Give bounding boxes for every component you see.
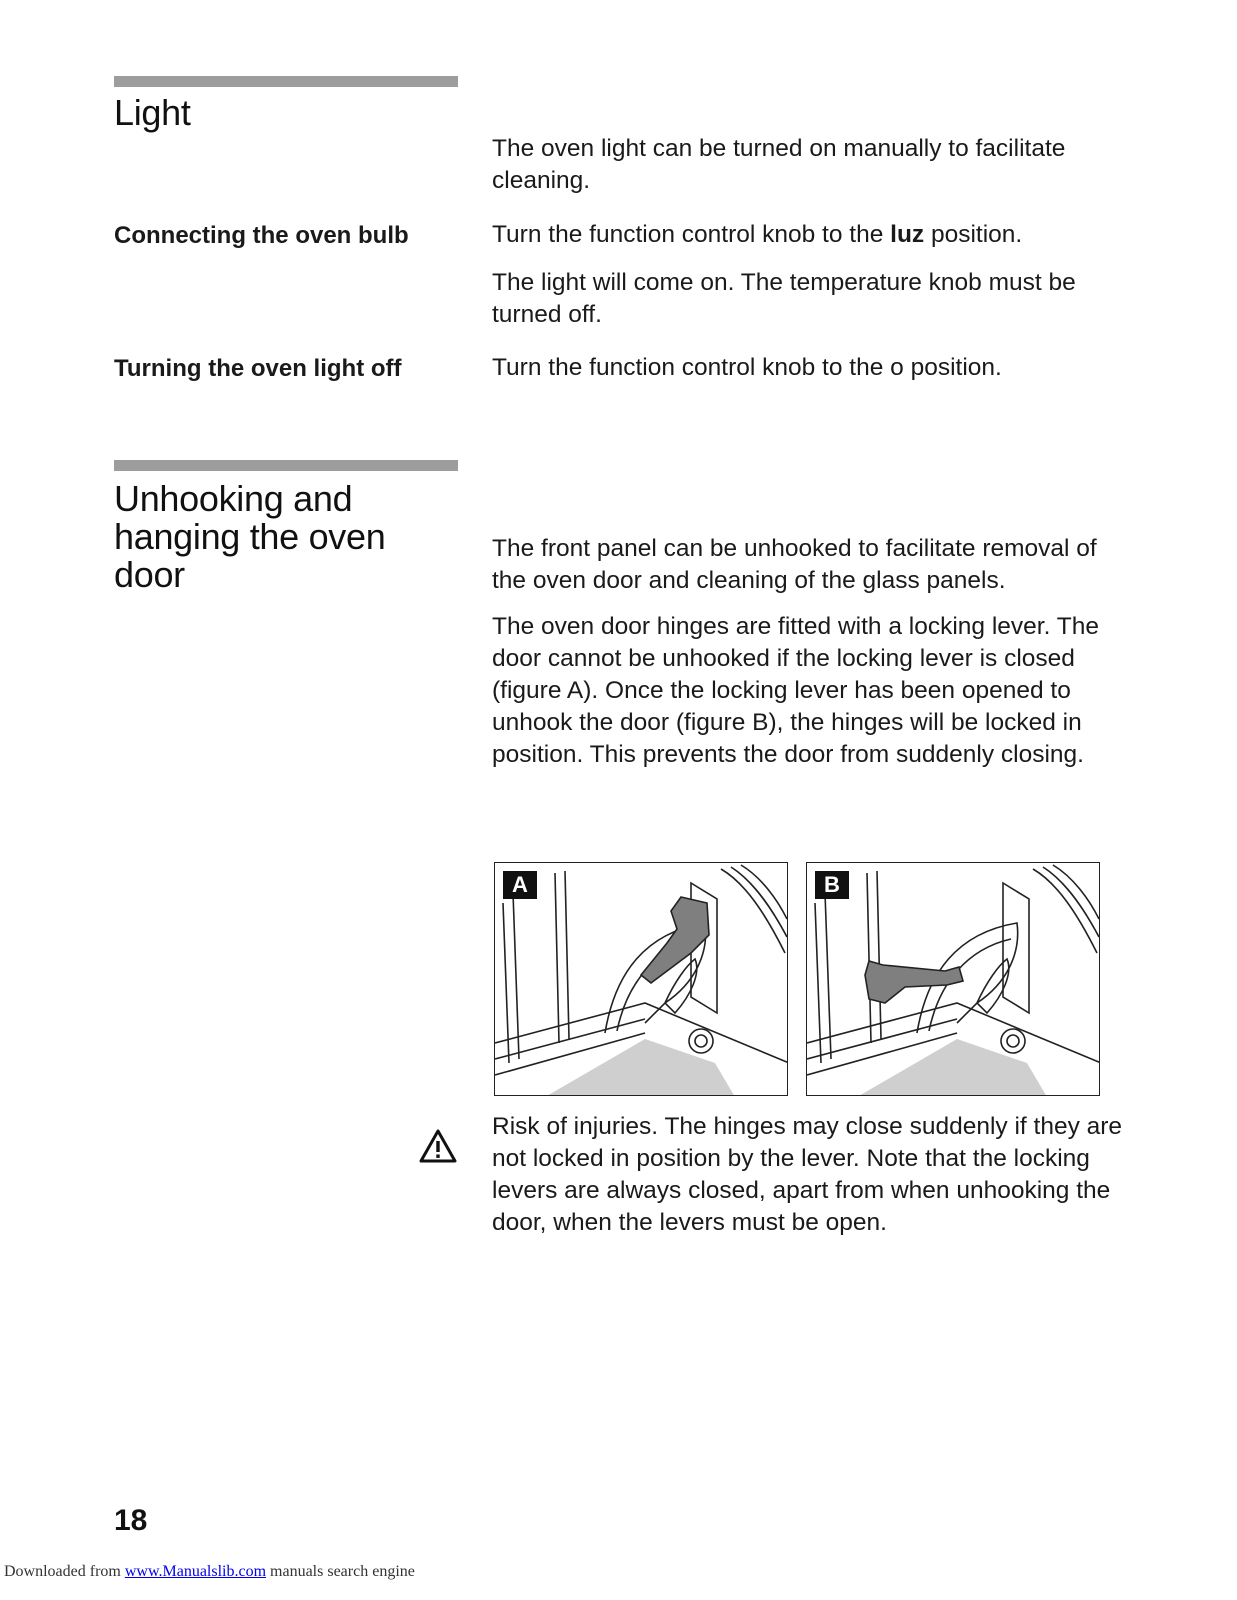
warning-text: Risk of injuries. The hinges may close suddenly if they are not locked in position by the lever. Note that the locking levers are always closed, apart from when unhooking the door, when the levers must be open. <box>492 1113 1123 1236</box>
connect-instruction: Turn the function control knob to the luz position. <box>492 221 1023 248</box>
label-connecting-bulb: Connecting the oven bulb <box>114 222 409 249</box>
footer-prefix: Downloaded from <box>4 1563 125 1580</box>
door-para-1: The front panel can be unhooked to facilitate removal of the oven door and cleaning of the glass panels. <box>492 535 1097 594</box>
figure-a-illustration <box>495 863 788 1096</box>
figure-b-illustration <box>807 863 1100 1096</box>
footer <box>4 1563 415 1581</box>
label-light-off: Turning the oven light off <box>114 355 402 382</box>
heading-door: Unhooking and hanging the oven door <box>114 478 386 595</box>
manualslib-link[interactable]: www.Manualslib.com <box>124 1563 267 1580</box>
warning-triangle-icon <box>418 1128 458 1164</box>
figure-b-label: B <box>815 871 849 899</box>
section-divider-door <box>114 460 458 471</box>
figure-a-label: A <box>503 871 537 899</box>
footer-suffix: manuals search engine <box>266 1563 415 1580</box>
off-instruction: Turn the function control knob to the o position. <box>492 354 1002 381</box>
section-divider-light <box>114 76 458 87</box>
figure-b-lever-open <box>806 862 1100 1096</box>
light-intro: The oven light can be turned on manually to facilitate cleaning. <box>492 135 1066 194</box>
heading-light: Light <box>114 92 191 133</box>
door-para-2: The oven door hinges are fitted with a locking lever. The door cannot be unhooked if the locking lever is closed (figure A). Once the locking lever has been opened to unhook the door (figure B), the hinges will be locked in position. This prevents the door from suddenly closing. <box>492 613 1099 768</box>
connect-note: The light will come on. The temperature knob must be turned off. <box>492 269 1076 328</box>
figure-a-lever-closed <box>494 862 788 1096</box>
page-number: 18 <box>114 1504 148 1537</box>
